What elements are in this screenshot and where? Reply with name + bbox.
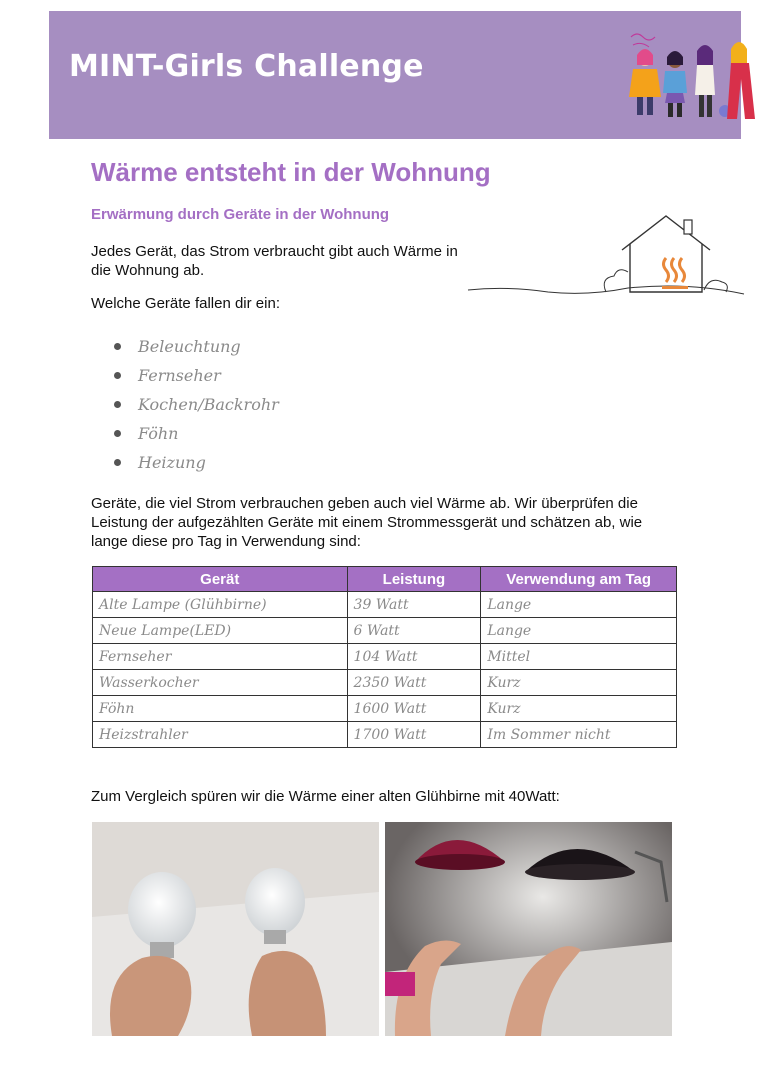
table-header-row — [93, 567, 677, 592]
usage-cell: Kurz — [481, 696, 677, 722]
bullet-icon — [114, 372, 121, 379]
bullet-icon — [114, 459, 121, 466]
table-row — [93, 592, 677, 618]
lamp-hands-photo — [385, 822, 672, 1036]
description-paragraph: Geräte, die viel Strom verbrauchen geben auch viel Wärme ab. Wir überprüfen die Leistung der aufgezählten Geräte mit einem Strommessgerät und schätzen ab, wie lange diese pro Tag in Verwendung sind: — [91, 495, 643, 550]
table-row — [93, 670, 677, 696]
list-item — [110, 448, 279, 477]
power-cell: 39 Watt — [347, 592, 481, 618]
power-cell: 1600 Watt — [347, 696, 481, 722]
usage-cell: Im Sommer nicht — [481, 722, 677, 748]
list-item — [110, 361, 279, 390]
page-header-title: MINT-Girls Challenge — [69, 49, 424, 84]
table-row — [93, 722, 677, 748]
device-name: Föhn — [138, 424, 179, 443]
question-text: Welche Geräte fallen dir ein: — [91, 295, 280, 312]
table-row — [93, 618, 677, 644]
device-cell: Föhn — [93, 696, 348, 722]
table-row — [93, 644, 677, 670]
power-cell: 2350 Watt — [347, 670, 481, 696]
group-of-girls-illustration — [573, 25, 768, 125]
house-heat-icon — [466, 208, 746, 300]
lightbulbs-photo — [92, 822, 379, 1036]
device-cell: Wasserkocher — [93, 670, 348, 696]
device-cell: Heizstrahler — [93, 722, 348, 748]
usage-cell: Lange — [481, 618, 677, 644]
usage-cell: Mittel — [481, 644, 677, 670]
column-header-usage: Verwendung am Tag — [481, 567, 677, 592]
comparison-text: Zum Vergleich spüren wir die Wärme einer alten Glühbirne mit 40Watt: — [91, 788, 560, 805]
devices-list — [110, 332, 279, 477]
device-power-table — [92, 566, 677, 748]
column-header-device: Gerät — [93, 567, 348, 592]
header-banner — [49, 11, 741, 139]
table-row — [93, 696, 677, 722]
usage-cell: Lange — [481, 592, 677, 618]
device-cell: Fernseher — [93, 644, 348, 670]
bullet-icon — [114, 401, 121, 408]
power-cell: 6 Watt — [347, 618, 481, 644]
list-item — [110, 390, 279, 419]
device-name: Beleuchtung — [138, 337, 241, 356]
bullet-icon — [114, 343, 121, 350]
power-cell: 104 Watt — [347, 644, 481, 670]
list-item — [110, 332, 279, 361]
column-header-power: Leistung — [347, 567, 481, 592]
power-cell: 1700 Watt — [347, 722, 481, 748]
intro-text: Jedes Gerät, das Strom verbraucht gibt auch Wärme in die Wohnung ab. — [91, 243, 458, 279]
device-name: Kochen/Backrohr — [138, 395, 279, 414]
page-title: Wärme entsteht in der Wohnung — [91, 157, 491, 187]
device-cell: Alte Lampe (Glühbirne) — [93, 592, 348, 618]
list-item — [110, 419, 279, 448]
device-name: Heizung — [138, 453, 206, 472]
usage-cell: Kurz — [481, 670, 677, 696]
device-name: Fernseher — [138, 366, 221, 385]
device-cell: Neue Lampe(LED) — [93, 618, 348, 644]
section-subtitle: Erwärmung durch Geräte in der Wohnung — [91, 206, 390, 223]
bullet-icon — [114, 430, 121, 437]
